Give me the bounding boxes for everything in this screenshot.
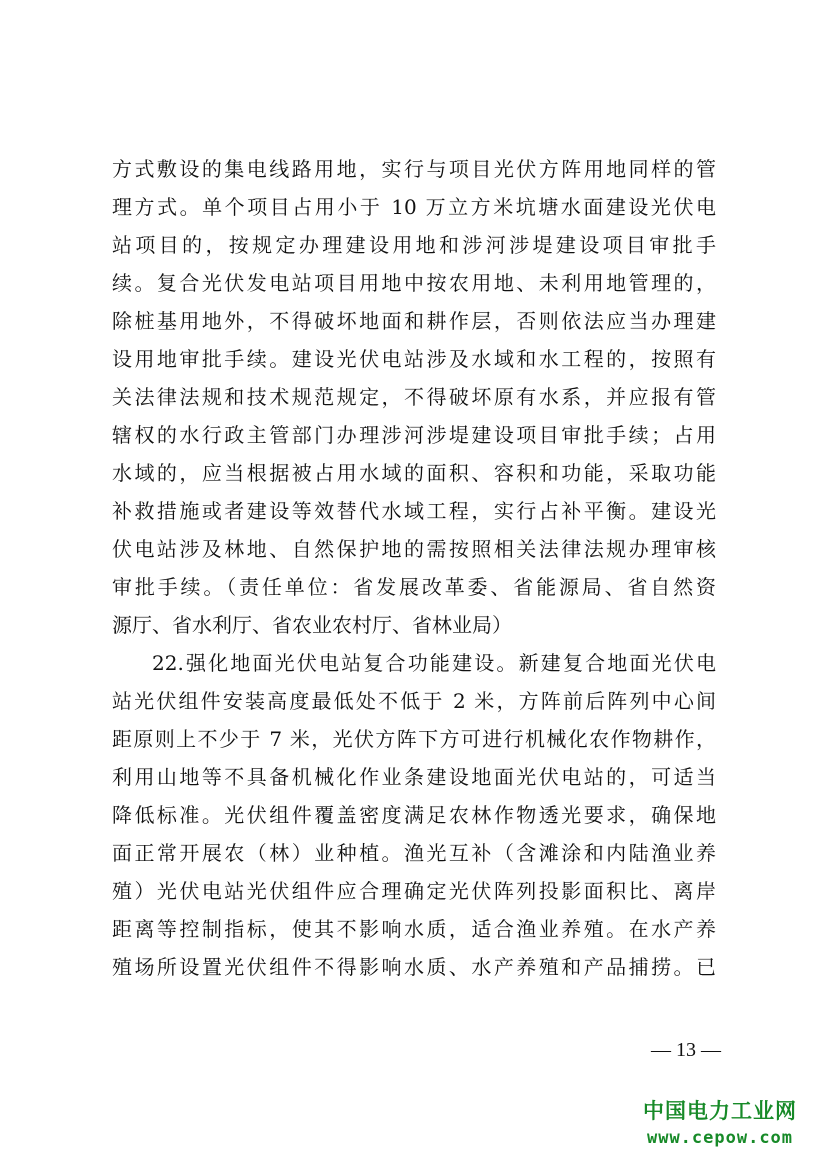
- watermark-name: 中国电力工业网: [643, 1099, 797, 1123]
- paragraph-heading-line: 22.强化地面光伏电站复合功能建设。新建复合地面光伏电: [152, 651, 716, 675]
- site-watermark: [620, 1096, 820, 1150]
- text-line: 方式敷设的集电线路用地，实行与项目光伏方阵用地同样的管: [112, 157, 716, 181]
- text-line: 关法律法规和技术规范规定，不得破坏原有水系，并应报有管: [112, 385, 716, 409]
- text-line: 除桩基用地外，不得破坏地面和耕作层，否则依法应当办理建: [112, 309, 716, 333]
- text-line: 距离等控制指标，使其不影响水质，适合渔业养殖。在水产养: [112, 917, 716, 941]
- watermark-url: www.cepow.com: [646, 1128, 794, 1148]
- text-line: 辖权的水行政主管部门办理涉河涉堤建设项目审批手续；占用: [112, 423, 716, 447]
- text-line: 距原则上不少于 7 米，光伏方阵下方可进行机械化农作物耕作，: [112, 727, 716, 751]
- text-line: 站光伏组件安装高度最低处不低于 2 米，方阵前后阵列中心间: [112, 689, 716, 713]
- text-line: 殖）光伏电站光伏组件应合理确定光伏阵列投影面积比、离岸: [112, 879, 716, 903]
- text-line: 面正常开展农（林）业种植。渔光互补（含滩涂和内陆渔业养: [112, 841, 716, 865]
- text-line: 降低标准。光伏组件覆盖密度满足农林作物透光要求，确保地: [112, 803, 716, 827]
- text-line: 殖场所设置光伏组件不得影响水质、水产养殖和产品捕捞。已: [112, 955, 716, 979]
- text-line: 续。复合光伏发电站项目用地中按农用地、未利用地管理的，: [112, 271, 716, 295]
- text-line: 水域的，应当根据被占用水域的面积、容积和功能，采取功能: [112, 461, 716, 485]
- text-line: 利用山地等不具备机械化作业条建设地面光伏电站的，可适当: [112, 765, 716, 789]
- text-line: 源厅、省水利厅、省农业农村厅、省林业局）: [112, 613, 512, 637]
- text-line: 补救措施或者建设等效替代水域工程，实行占补平衡。建设光: [112, 499, 716, 523]
- text-line: 设用地审批手续。建设光伏电站涉及水域和水工程的，按照有: [112, 347, 716, 371]
- page-number: — 13 —: [651, 1039, 721, 1061]
- text-line: 审批手续。（责任单位：省发展改革委、省能源局、省自然资: [112, 575, 716, 599]
- body-text: [112, 150, 716, 986]
- text-line: 理方式。单个项目占用小于 10 万立方米坑塘水面建设光伏电: [112, 195, 716, 219]
- text-line: 伏电站涉及林地、自然保护地的需按照相关法律法规办理审核: [112, 537, 716, 561]
- text-line: 站项目的，按规定办理建设用地和涉河涉堤建设项目审批手: [112, 233, 716, 257]
